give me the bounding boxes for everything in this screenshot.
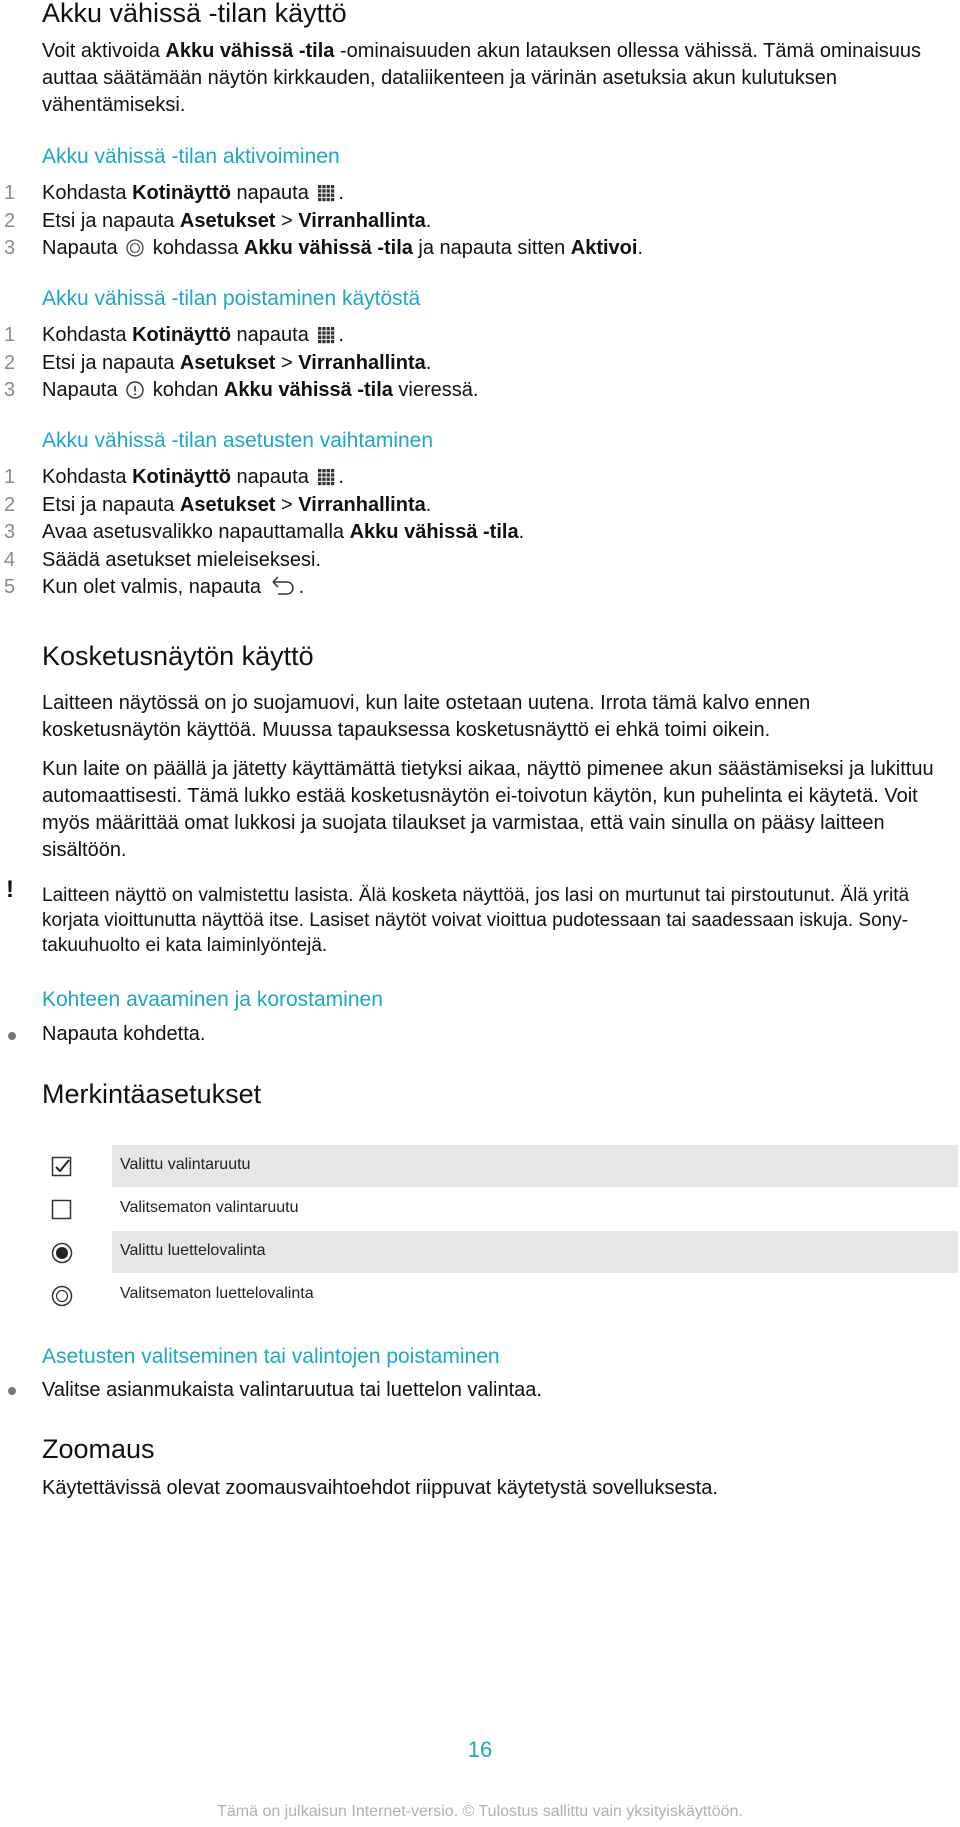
text-run: . [425,493,432,516]
text-run: . [298,576,305,598]
bold-term: Virranhallinta [298,493,426,516]
text-run: Etsi ja napauta [42,351,180,374]
step-text [42,180,344,207]
step-number: 3 [4,521,16,543]
text-run: > [275,493,299,516]
checkbox-unchecked-icon [51,1199,73,1221]
touchscreen-para-2: Kun laite on päällä ja jätetty käyttämättä tietyksi aikaa, näyttö pimenee akun säästämiseksi ja lukittuu automaattisesti. Tämä lukko estää kosketusnäytön ei-toivotun käytön, kun puhelinta ei käytetä. Voit myös määrittää omat lukkosi ja suojata tilaukset ja varmistaa, että vain sinulla on pääsy laitteen sisältöön. [42,758,934,861]
open-item-heading: Kohteen avaaminen ja korostaminen [42,988,383,1011]
zoom-para: Käytettävissä olevat zoomausvaihtoehdot riippuvat käytetystä sovelluksesta. [42,1477,718,1499]
touchscreen-para-1: Laitteen näytössä on jo suojamuovi, kun laite ostetaan uutena. Irrota tämä kalvo ennen kosketusnäytön käyttöä. Muussa tapauksessa kosketusnäyttö ei ehkä toimi oikein. [42,692,811,741]
step-number: 1 [4,466,16,488]
warning-text: Laitteen näyttö on valmistettu lasista. Älä kosketa näyttöä, jos lasi on murtunut tai pirstoutunut. Älä yritä korjata vioittunutta näyttöä itse. Lasiset näytöt voivat vioittua pudotessaan tai saadessaan iskuja. Sony-takuuhuolto ei kata laiminlyöntejä. [42,885,910,956]
marking-label: Valittu luettelovalinta [120,1242,266,1259]
text-run: Etsi ja napauta [42,209,180,232]
step-text [42,350,431,377]
low-battery-intro [42,38,952,119]
text-run: napauta [230,466,315,488]
bold-term: Virranhallinta [298,351,426,374]
text-run: . [518,521,525,543]
select-options-heading: Asetusten valitseminen tai valintojen poistaminen [42,1345,500,1368]
radio-icon [126,239,144,257]
footer-note: Tämä on julkaisun Internet-versio. © Tulostus sallittu vain yksityiskäyttöön. [217,1803,743,1820]
section-title-low-battery: Akku vähissä -tilan käyttö [42,0,347,28]
apps-grid-icon [317,326,335,344]
bold-term: Aktivoi [570,237,638,259]
text-run: . [338,324,344,346]
text-run: Napauta [42,237,124,259]
text-run: Säädä asetukset mieleiseksesi. [42,548,322,571]
bold-term: Akku vähissä -tila [349,521,519,543]
select-options-bullet: Valitse asianmukaista valintaruutua tai luettelon valintaa. [42,1379,542,1401]
step-number: 1 [4,182,16,204]
text-run: napauta [230,324,315,346]
text-run: Avaa asetusvalikko napauttamalla [42,521,350,543]
warning-icon: ! [6,876,14,903]
text-run: -ominaisuuden akun latauksen ollessa vähissä. Tämä ominaisuus auttaa säätämään näytön kirkkauden, dataliikenteen ja värinän asetuksia akun kulutuksen vähentämiseksi. [42,40,922,116]
marking-label: Valitsematon valintaruutu [120,1199,299,1216]
change-settings-heading: Akku vähissä -tilan asetusten vaihtaminen [42,429,434,452]
apps-grid-icon [317,468,335,486]
text-run: Kohdasta [42,466,133,488]
text-run: napauta [230,182,315,204]
bold-term: Virranhallinta [298,209,426,232]
apps-grid-icon [317,184,335,202]
bullet-icon [8,1387,16,1395]
step-number: 2 [4,351,16,374]
bold-term: Kotinäyttö [132,324,231,346]
step-text [42,464,344,491]
step-text [42,547,321,574]
step-text [42,574,304,601]
text-run: Kun olet valmis, napauta [42,576,267,598]
bold-term: Kotinäyttö [132,466,231,488]
section-title-zoom: Zoomaus [42,1434,155,1464]
bold-term: Akku vähissä -tila [223,379,393,401]
radio-selected-icon [51,1242,73,1264]
marking-row [112,1145,958,1187]
section-title-touchscreen: Kosketusnäytön käyttö [42,641,314,671]
text-run: kohdassa [147,237,244,259]
open-item-bullet: Napauta kohdetta. [42,1023,206,1045]
text-run: Kohdasta [42,324,133,346]
bold-term: Asetukset [179,351,276,374]
step-number: 5 [4,576,16,598]
text-run: > [275,351,299,374]
step-text [42,235,643,262]
info-icon [126,381,144,399]
bold-term: Akku vähissä -tila [243,237,413,259]
step-text [42,322,344,349]
step-text [42,377,478,404]
back-icon [270,574,296,596]
text-run: vieressä. [392,379,479,401]
marking-label: Valittu valintaruutu [120,1156,251,1173]
bold-term: Asetukset [179,209,276,232]
checkbox-checked-icon [51,1156,73,1178]
text-run: Napauta [42,379,124,401]
text-run: Etsi ja napauta [42,493,180,516]
step-text [42,519,524,546]
text-run: > [275,209,299,232]
step-number: 4 [4,548,16,571]
marking-row [112,1231,958,1273]
text-run: . [425,209,432,232]
activate-heading: Akku vähissä -tilan aktivoiminen [42,145,340,168]
bold-term: Akku vähissä -tila [165,40,335,62]
text-run: Kohdasta [42,182,133,204]
marking-row [112,1188,958,1230]
radio-unselected-icon [51,1285,73,1307]
step-number: 2 [4,209,16,232]
text-run: . [338,466,344,488]
text-run: ja napauta sitten [412,237,571,259]
bold-term: Asetukset [179,493,276,516]
marking-label: Valitsematon luettelovalinta [120,1285,314,1302]
text-run: Voit aktivoida [42,40,166,62]
text-run: . [338,182,344,204]
section-title-markings: Merkintäasetukset [42,1079,262,1109]
step-number: 2 [4,493,16,516]
deactivate-heading: Akku vähissä -tilan poistaminen käytöstä [42,287,421,310]
page-number: 16 [467,1737,493,1762]
step-text [42,208,431,235]
bullet-icon [8,1032,16,1040]
step-text [42,492,431,519]
step-number: 1 [4,324,16,346]
text-run: kohdan [147,379,224,401]
marking-row [112,1274,958,1316]
text-run: . [637,237,644,259]
step-number: 3 [4,379,16,401]
text-run: . [425,351,432,374]
step-number: 3 [4,237,16,259]
bold-term: Kotinäyttö [132,182,231,204]
